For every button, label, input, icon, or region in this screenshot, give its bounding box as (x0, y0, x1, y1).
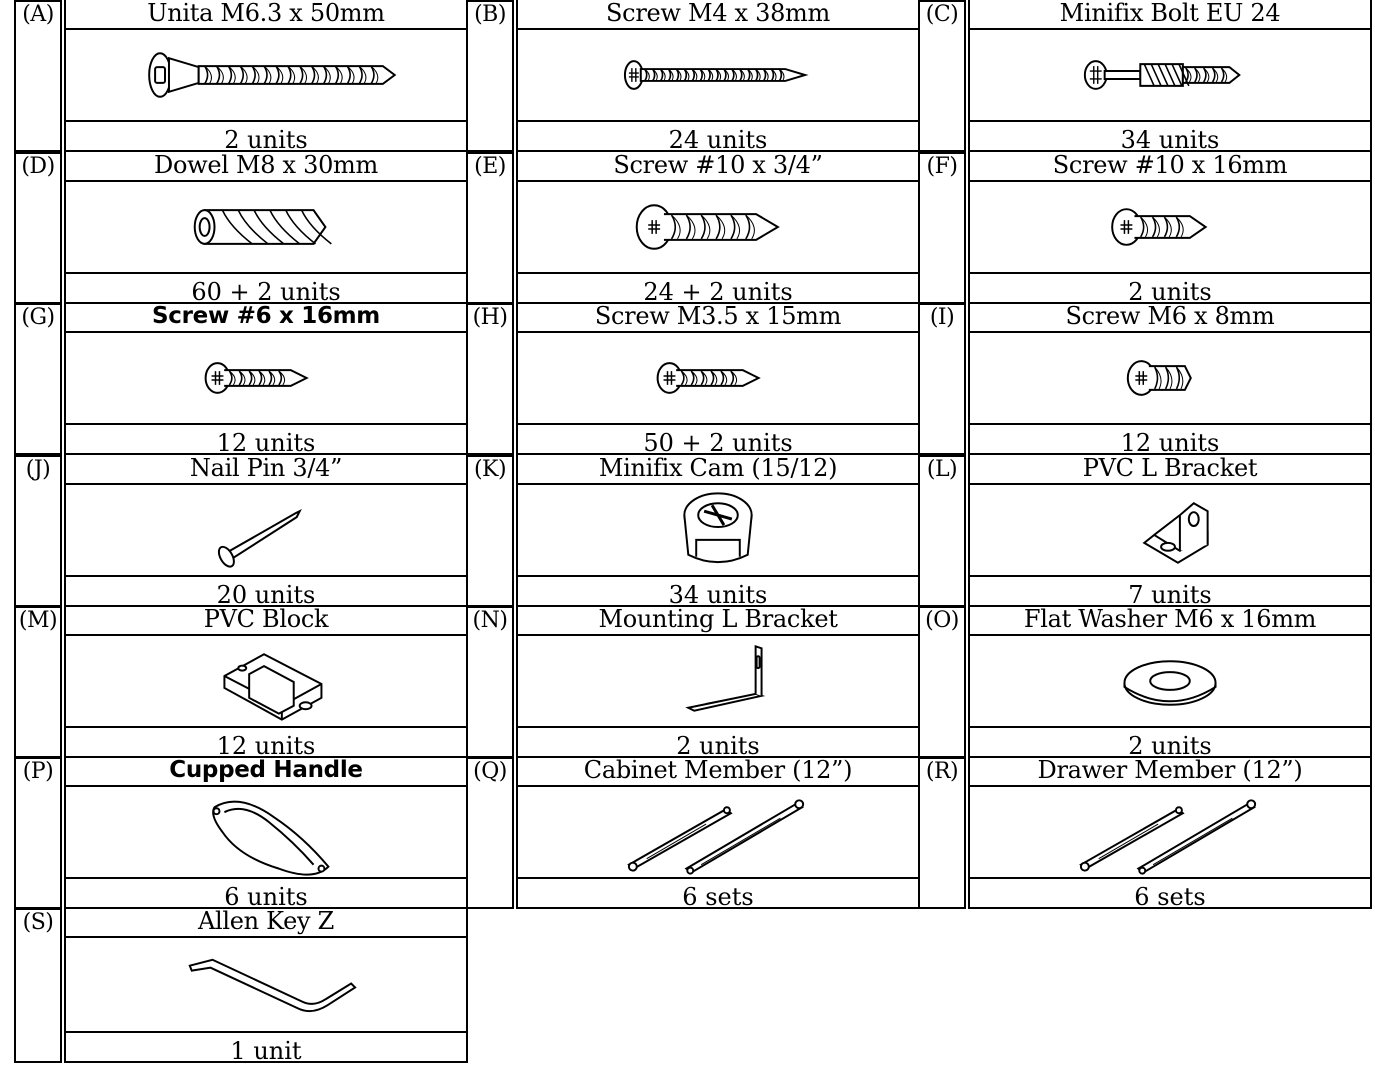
short-screw-icon (970, 182, 1370, 272)
part-letter: (F) (926, 154, 958, 179)
part-name: Screw M3.5 x 15mm (594, 302, 842, 330)
part-name: Screw M6 x 8mm (1065, 302, 1275, 330)
part-image (970, 28, 1370, 122)
part-quantity: 20 units (216, 581, 316, 609)
part-cell (466, 303, 920, 455)
part-quantity: 60 + 2 units (191, 278, 341, 306)
part-quantity: 2 units (1128, 732, 1212, 760)
washer-icon (970, 636, 1370, 726)
cam-lock-icon (518, 485, 918, 575)
part-cell (466, 0, 920, 152)
small-screw-icon (66, 333, 466, 423)
part-cell (918, 0, 1372, 152)
part-image (970, 785, 1370, 879)
part-cell (918, 606, 1372, 758)
part-image (518, 180, 918, 274)
part-image (518, 28, 918, 122)
part-name: Screw M4 x 38mm (606, 0, 830, 27)
part-image (518, 634, 918, 728)
part-cell (466, 757, 920, 909)
part-letter: (N) (472, 608, 508, 633)
drawer-slide-icon (518, 787, 918, 877)
small-screw-icon (518, 333, 918, 423)
part-quantity: 2 units (224, 126, 308, 154)
part-box (64, 152, 468, 304)
part-letter: (Q) (473, 759, 507, 784)
part-box (968, 152, 1372, 304)
part-box (968, 606, 1372, 758)
part-box (64, 757, 468, 909)
part-box (64, 0, 468, 152)
part-quantity: 2 units (1128, 278, 1212, 306)
part-cell (14, 757, 468, 909)
part-letter: (I) (929, 305, 955, 330)
part-box (516, 606, 920, 758)
part-image (66, 180, 466, 274)
part-box (516, 0, 920, 152)
part-cell (14, 606, 468, 758)
part-quantity: 12 units (216, 732, 316, 760)
part-name: Screw #10 x 3/4” (613, 151, 823, 179)
part-name: Mounting L Bracket (598, 605, 838, 633)
screw-icon (518, 182, 918, 272)
cupped-handle-icon (66, 787, 466, 877)
part-cell (14, 303, 468, 455)
part-quantity: 12 units (216, 429, 316, 457)
part-letter: (O) (925, 608, 959, 633)
part-quantity: 12 units (1120, 429, 1220, 457)
part-image (66, 634, 466, 728)
stub-screw-icon (970, 333, 1370, 423)
part-letter: (L) (926, 457, 958, 482)
part-name: Minifix Bolt EU 24 (1059, 0, 1281, 27)
part-box (516, 152, 920, 304)
part-quantity: 7 units (1128, 581, 1212, 609)
part-letter: (P) (22, 759, 54, 784)
part-image (66, 785, 466, 879)
part-letter: (D) (21, 154, 55, 179)
part-letter: (M) (18, 608, 58, 633)
part-quantity: 2 units (676, 732, 760, 760)
part-name: Drawer Member (12”) (1037, 756, 1303, 784)
part-cell (14, 0, 468, 152)
part-box (64, 908, 468, 1063)
part-quantity: 34 units (668, 581, 768, 609)
part-box (64, 455, 468, 607)
part-name: Screw #10 x 16mm (1052, 151, 1288, 179)
part-box (968, 757, 1372, 909)
part-cell (14, 152, 468, 304)
part-quantity: 1 unit (230, 1037, 302, 1065)
dowel-icon (66, 182, 466, 272)
part-image (518, 483, 918, 577)
part-name: Minifix Cam (15/12) (598, 454, 838, 482)
part-name: PVC L Bracket (1082, 454, 1258, 482)
part-box (64, 606, 468, 758)
mounting-bracket-icon (518, 636, 918, 726)
part-letter: (K) (473, 457, 507, 482)
part-letter: (S) (22, 910, 54, 935)
part-image (66, 936, 466, 1033)
part-cell (14, 455, 468, 607)
part-letter: (G) (21, 305, 55, 330)
part-quantity: 6 sets (1134, 883, 1206, 911)
part-box (516, 455, 920, 607)
drawer-slide-icon (970, 787, 1370, 877)
part-name: Nail Pin 3/4” (189, 454, 343, 482)
part-quantity: 6 sets (682, 883, 754, 911)
part-image (66, 28, 466, 122)
part-name: Cabinet Member (12”) (583, 756, 853, 784)
part-image (518, 785, 918, 879)
part-letter: (E) (474, 154, 506, 179)
part-letter: (J) (25, 457, 51, 482)
part-letter: (B) (474, 2, 506, 27)
part-box (968, 455, 1372, 607)
part-quantity: 34 units (1120, 126, 1220, 154)
nail-icon (66, 485, 466, 575)
minifix-bolt-icon (970, 30, 1370, 120)
part-quantity: 6 units (224, 883, 308, 911)
long-screw-icon (518, 30, 918, 120)
part-image (66, 331, 466, 425)
part-cell (466, 606, 920, 758)
part-box (64, 303, 468, 455)
part-cell (918, 303, 1372, 455)
part-image (970, 180, 1370, 274)
part-image (970, 331, 1370, 425)
part-cell (918, 152, 1372, 304)
part-letter: (H) (472, 305, 508, 330)
part-quantity: 50 + 2 units (643, 429, 793, 457)
part-letter: (R) (925, 759, 959, 784)
part-cell (14, 908, 468, 1063)
part-letter: (C) (925, 2, 959, 27)
part-name: Cupped Handle (169, 757, 363, 783)
part-cell (918, 455, 1372, 607)
part-image (66, 483, 466, 577)
part-name: Unita M6.3 x 50mm (147, 0, 385, 27)
part-name: Dowel M8 x 30mm (154, 151, 378, 179)
part-quantity: 24 units (668, 126, 768, 154)
part-name: PVC Block (203, 605, 329, 633)
allen-key-icon (66, 938, 466, 1031)
part-image (518, 331, 918, 425)
part-image (970, 483, 1370, 577)
part-letter: (A) (22, 2, 54, 27)
part-name: Screw #6 x 16mm (152, 303, 380, 329)
part-box (968, 303, 1372, 455)
part-quantity: 24 + 2 units (643, 278, 793, 306)
part-name: Allen Key Z (197, 907, 335, 935)
part-cell (466, 152, 920, 304)
l-bracket-icon (970, 485, 1370, 575)
part-box (968, 0, 1372, 152)
unita-screw-icon (66, 30, 466, 120)
part-name: Flat Washer M6 x 16mm (1023, 605, 1317, 633)
pvc-block-icon (66, 636, 466, 726)
part-box (516, 303, 920, 455)
part-image (970, 634, 1370, 728)
part-box (516, 757, 920, 909)
part-cell (466, 455, 920, 607)
part-cell (918, 757, 1372, 909)
